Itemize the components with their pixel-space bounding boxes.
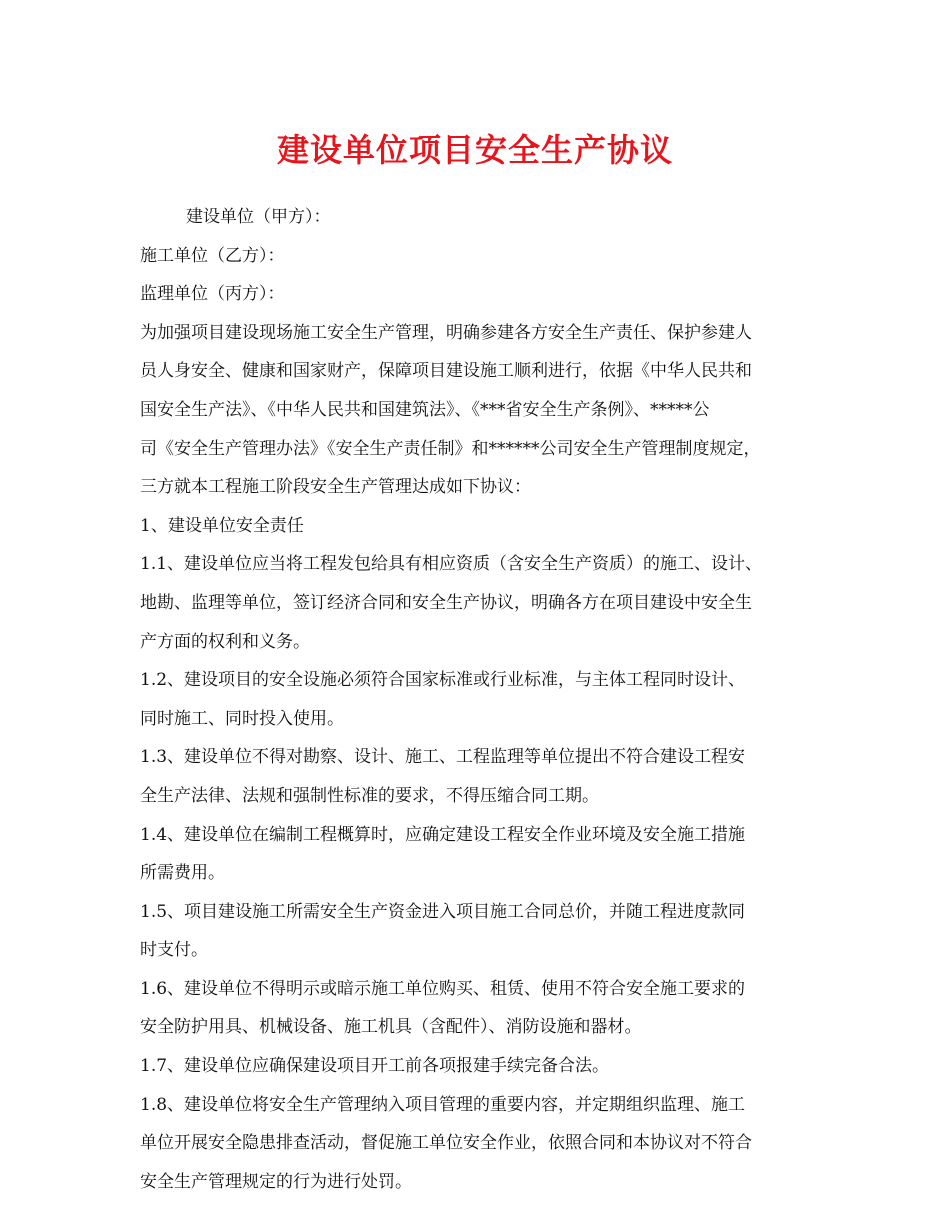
preamble-line-3: 国安全生产法》、《中华人民共和国建筑法》、《***省安全生产条例》、*****公 (140, 399, 710, 420)
clause-1-3-line-1: 1.3、建设单位不得对勘察、设计、施工、工程监理等单位提出不符合建设工程安 (140, 747, 746, 768)
clause-1-7-line-1: 1.7、建设单位应确保建设项目开工前各项报建手续完备合法。 (140, 1056, 610, 1077)
clause-1-8-line-2: 单位开展安全隐患排查活动，督促施工单位安全作业，依照合同和本协议对不符合 (140, 1133, 752, 1154)
document-page (140, 0, 810, 1230)
party-c-line: 监理单位（丙方）： (140, 284, 285, 305)
clause-1-5-line-2: 时支付。 (140, 940, 208, 961)
preamble-line-4: 司《安全生产管理办法》《安全生产责任制》和******公司安全生产管理制度规定， (140, 438, 761, 459)
preamble-line-1: 为加强项目建设现场施工安全生产管理，明确参建各方安全生产责任、保护参建人 (140, 322, 752, 343)
clause-1-8-line-3: 安全生产管理规定的行为进行处罚。 (140, 1171, 412, 1192)
document-body (140, 198, 810, 1201)
clause-1-4-line-1: 1.4、建设单位在编制工程概算时，应确定建设工程安全作业环境及安全施工措施 (140, 824, 746, 845)
clause-1-6-line-1: 1.6、建设单位不得明示或暗示施工单位购买、租赁、使用不符合安全施工要求的 (140, 978, 746, 999)
clause-1-4-line-2: 所需费用。 (140, 863, 225, 884)
clause-1-1-line-2: 地勘、监理等单位，签订经济合同和安全生产协议，明确各方在项目建设中安全生 (140, 592, 752, 613)
preamble-line-5: 三方就本工程施工阶段安全生产管理达成如下协议： (140, 477, 531, 498)
party-b-line: 施工单位（乙方）： (140, 245, 285, 266)
clause-1-2-line-2: 同时施工、同时投入使用。 (140, 708, 344, 729)
section-heading-1: 1、建设单位安全责任 (140, 515, 304, 536)
clause-1-1-line-3: 产方面的权利和义务。 (140, 631, 310, 652)
party-a-line: 建设单位（甲方）： (186, 207, 331, 227)
clause-1-6-line-2: 安全防护用具、机械设备、施工机具（含配件）、消防设施和器材。 (140, 1017, 642, 1038)
clause-1-5-line-1: 1.5、项目建设施工所需安全生产资金进入项目施工合同总价，并随工程进度款同 (140, 901, 746, 922)
preamble-line-2: 员人身安全、健康和国家财产，保障项目建设施工顺利进行，依据《中华人民共和 (140, 361, 752, 382)
document-title: 建设单位项目安全生产协议 (276, 131, 673, 169)
clause-1-1-line-1: 1.1、建设单位应当将工程发包给具有相应资质（含安全生产资质）的施工、设计、 (140, 554, 763, 575)
clause-1-2-line-1: 1.2、建设项目的安全设施必须符合国家标准或行业标准，与主体工程同时设计、 (140, 670, 746, 691)
clause-1-3-line-2: 全生产法律、法规和强制性标准的要求，不得压缩合同工期。 (140, 785, 599, 806)
clause-1-8-line-1: 1.8、建设单位将安全生产管理纳入项目管理的重要内容，并定期组织监理、施工 (140, 1094, 746, 1115)
